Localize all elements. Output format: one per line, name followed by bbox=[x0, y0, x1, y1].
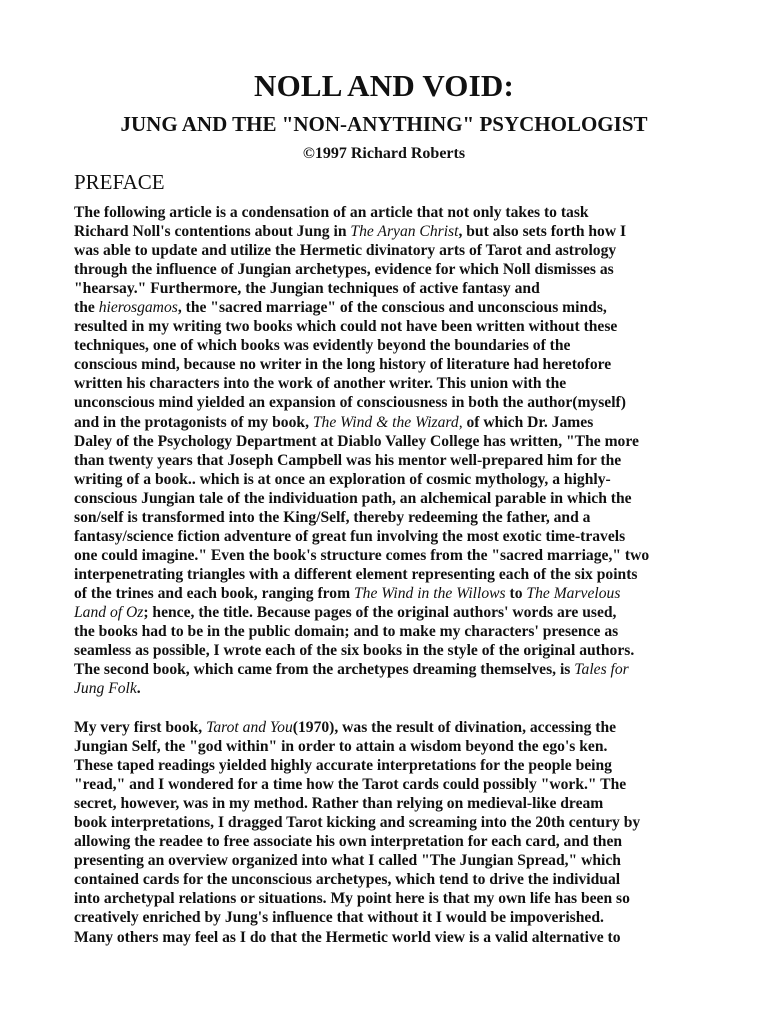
text-run: "read," and I wondered for a time how the Tarot cards could possibly "work." The bbox=[74, 776, 627, 794]
text-run: The second book, which came from the archetypes dreaming themselves, is bbox=[74, 661, 575, 679]
text-line bbox=[74, 336, 704, 355]
text-line bbox=[74, 508, 704, 527]
text-line bbox=[74, 298, 704, 317]
text-run: My very first book, bbox=[74, 719, 207, 736]
text-run: than twenty years that Joseph Campbell was his mentor well-prepared him for the bbox=[74, 451, 622, 469]
text-run: . bbox=[136, 680, 141, 698]
text-run: to bbox=[505, 584, 527, 602]
italic-title: The Marvelous bbox=[526, 584, 621, 602]
text-run: ; hence, the title. Because pages of the original authors' words are used, bbox=[143, 603, 617, 621]
text-run: through the influence of Jungian archetypes, evidence for which Noll dismisses as bbox=[74, 261, 614, 279]
text-run: presenting an overview organized into what I called "The Jungian Spread," which bbox=[74, 852, 621, 870]
text-run: son/self is transformed into the King/Self, thereby redeeming the father, and a bbox=[74, 508, 591, 526]
text-line bbox=[74, 546, 704, 565]
italic-title: Jung Folk bbox=[74, 680, 137, 698]
text-run: allowing the readee to free associate his own interpretation for each card, and then bbox=[74, 833, 623, 851]
text-line bbox=[74, 775, 704, 794]
section-heading-preface: PREFACE bbox=[74, 170, 165, 194]
page-subtitle: JUNG AND THE "NON-ANYTHING" PSYCHOLOGIST bbox=[120, 112, 648, 136]
text-line bbox=[74, 889, 704, 908]
text-run: Jungian Self, the "god within" in order to attain a wisdom beyond the ego's ken. bbox=[74, 738, 608, 756]
text-line bbox=[74, 851, 704, 870]
text-line bbox=[74, 737, 704, 756]
text-line bbox=[74, 565, 704, 584]
text-run: "hearsay." Furthermore, the Jungian techniques of active fantasy and bbox=[74, 280, 540, 298]
text-run: fantasy/science fiction adventure of great fun involving the most exotic time-travels bbox=[74, 527, 626, 545]
text-run: of which Dr. James bbox=[462, 413, 594, 431]
text-run: conscious Jungian tale of the individuation path, an alchemical parable in which the bbox=[74, 489, 632, 507]
text-run: (1970), was the result of divination, accessing the bbox=[292, 719, 617, 736]
copyright-line: ©1997 Richard Roberts bbox=[302, 145, 466, 162]
text-run: the books had to be in the public domain; and to make my characters' presence as bbox=[74, 623, 619, 641]
text-line bbox=[74, 641, 704, 660]
text-run: was able to update and utilize the Hermetic divinatory arts of Tarot and astrology bbox=[74, 242, 617, 260]
page-title: NOLL AND VOID: bbox=[254, 68, 514, 103]
text-run: Many others may feel as I do that the Hermetic world view is a valid alternative to bbox=[74, 928, 621, 946]
text-line bbox=[74, 584, 704, 603]
text-line bbox=[74, 527, 704, 546]
text-run: writing of a book.. which is at once an exploration of cosmic mythology, a highly- bbox=[74, 470, 611, 488]
body-paragraph-1 bbox=[74, 203, 704, 698]
text-line bbox=[74, 260, 704, 279]
italic-title: Land of Oz bbox=[74, 603, 144, 621]
text-line bbox=[74, 832, 704, 851]
text-run: one could imagine." Even the book's structure comes from the "sacred marriage," two bbox=[74, 546, 650, 564]
text-line bbox=[74, 489, 704, 508]
text-run: the bbox=[74, 299, 99, 317]
text-line bbox=[74, 679, 704, 698]
text-run: into archetypal relations or situations. My point here is that my own life has been so bbox=[74, 890, 630, 908]
text-line bbox=[74, 393, 704, 412]
text-run: These taped readings yielded highly accurate interpretations for the people being bbox=[74, 757, 612, 775]
text-line bbox=[74, 432, 704, 451]
text-run: Richard Noll's contentions about Jung in bbox=[74, 223, 351, 241]
text-line bbox=[74, 622, 704, 641]
text-line bbox=[74, 355, 704, 374]
text-line bbox=[74, 203, 704, 222]
text-line bbox=[74, 222, 704, 241]
text-run: , the "sacred marriage" of the conscious and unconscious minds, bbox=[177, 299, 607, 317]
text-line bbox=[74, 908, 704, 927]
body-paragraph-2 bbox=[74, 718, 704, 947]
text-run: contained cards for the unconscious archetypes, which tend to drive the individual bbox=[74, 871, 621, 889]
text-line bbox=[74, 317, 704, 336]
text-run: interpenetrating triangles with a different element representing each of the six points bbox=[74, 565, 638, 583]
text-run: secret, however, was in my method. Rather than relying on medieval-like dream bbox=[74, 795, 604, 813]
text-run: The following article is a condensation of an article that not only takes to task bbox=[74, 204, 589, 221]
text-line bbox=[74, 756, 704, 775]
italic-title: Tarot and You bbox=[206, 719, 293, 736]
text-line bbox=[74, 813, 704, 832]
text-line bbox=[74, 794, 704, 813]
italic-title: The Wind & the Wizard, bbox=[312, 413, 463, 431]
italic-title: The Wind in the Willows bbox=[353, 584, 506, 602]
text-run: resulted in my writing two books which could not have been written without these bbox=[74, 318, 618, 336]
text-line bbox=[74, 241, 704, 260]
text-run: techniques, one of which books was evidently beyond the boundaries of the bbox=[74, 337, 571, 355]
text-line bbox=[74, 413, 704, 432]
text-line bbox=[74, 279, 704, 298]
text-run: book interpretations, I dragged Tarot kicking and screaming into the 20th century by bbox=[74, 814, 641, 832]
text-line bbox=[74, 928, 704, 947]
text-line bbox=[74, 870, 704, 889]
text-run: unconscious mind yielded an expansion of consciousness in both the author(myself) bbox=[74, 394, 626, 412]
text-run: conscious mind, because no writer in the long history of literature had heretofore bbox=[74, 356, 612, 374]
text-run: seamless as possible, I wrote each of the six books in the style of the original authors. bbox=[74, 642, 635, 660]
italic-title: Tales for bbox=[574, 661, 629, 679]
text-run: of the trines and each book, ranging from bbox=[74, 584, 354, 602]
italic-title: The Aryan Christ bbox=[350, 223, 459, 241]
text-line bbox=[74, 660, 704, 679]
text-line bbox=[74, 451, 704, 470]
text-run: creatively enriched by Jung's influence that without it I would be impoverished. bbox=[74, 909, 604, 927]
text-run: Daley of the Psychology Department at Diablo Valley College has written, "The more bbox=[74, 432, 639, 450]
text-run: and in the protagonists of my book, bbox=[74, 413, 313, 431]
text-line bbox=[74, 470, 704, 489]
text-line bbox=[74, 374, 704, 393]
text-line bbox=[74, 718, 704, 737]
text-line bbox=[74, 603, 704, 622]
italic-title: hierosgamos bbox=[98, 299, 178, 317]
text-run: written his characters into the work of another writer. This union with the bbox=[74, 375, 567, 393]
text-run: , but also sets forth how I bbox=[458, 223, 627, 241]
